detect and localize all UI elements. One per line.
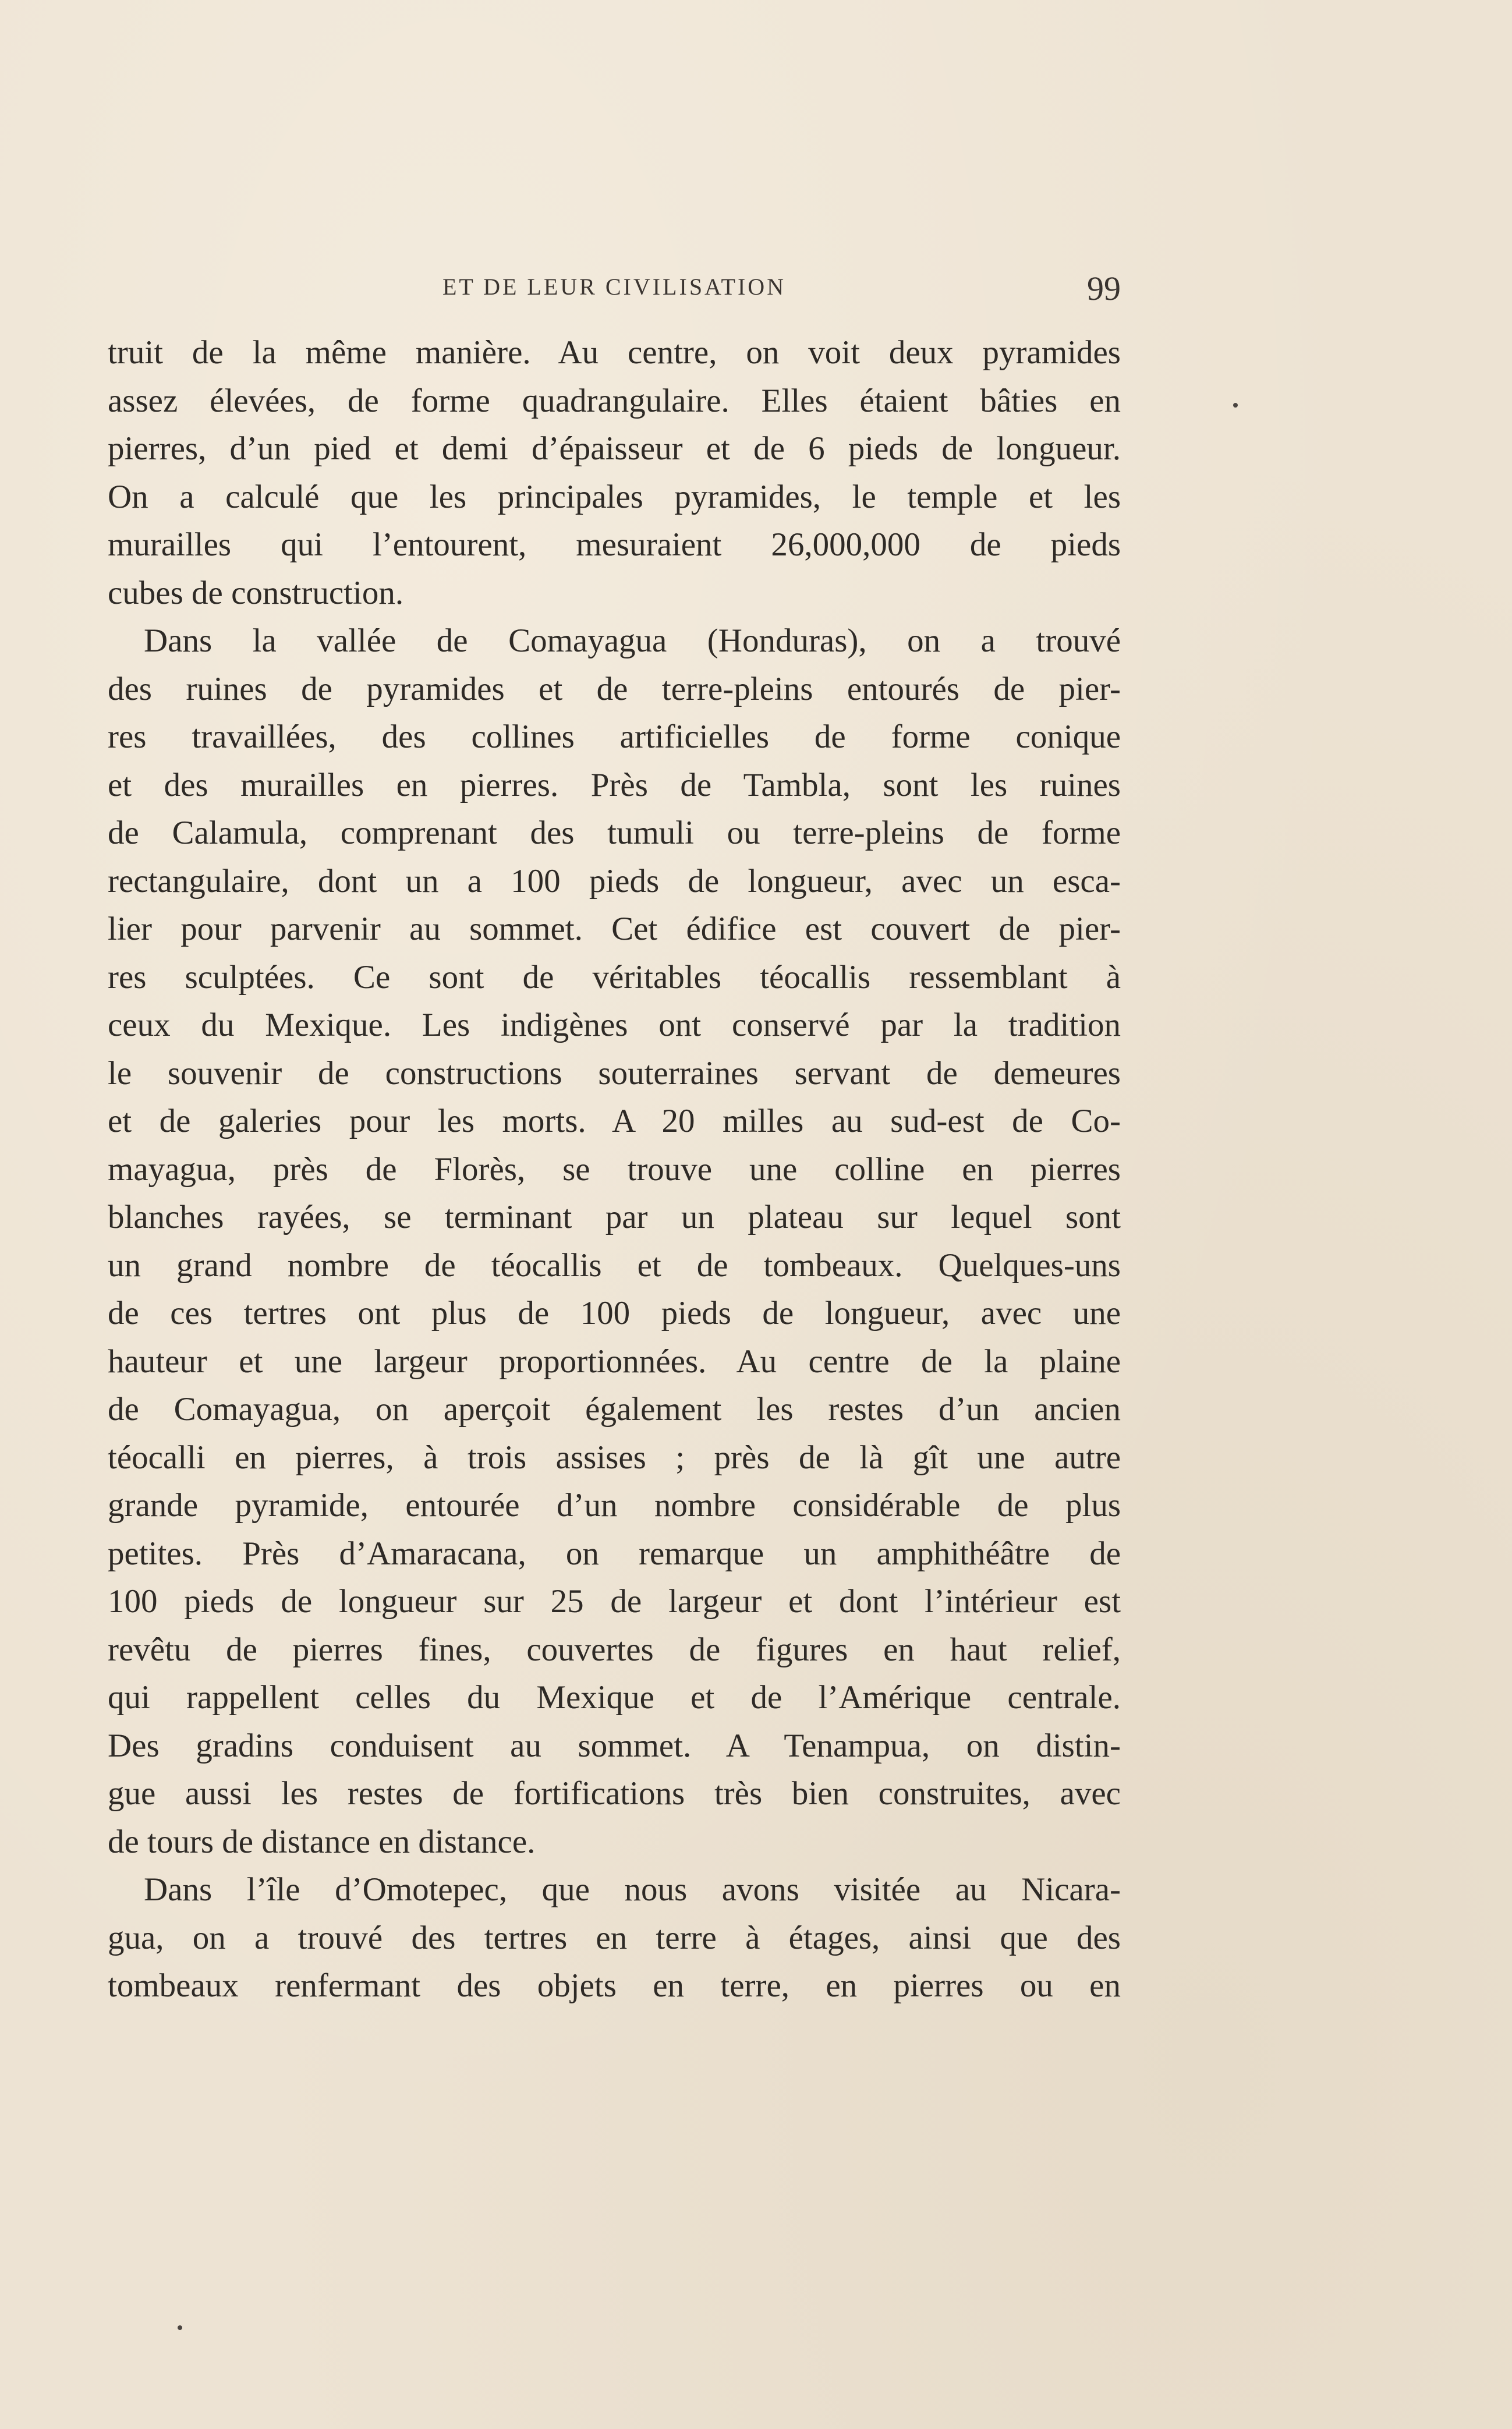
paper-speck bbox=[1233, 403, 1238, 408]
text-line: On a calculé que les principales pyramides, le temple et les bbox=[108, 478, 1121, 515]
text-line: Dans l’île d’Omotepec, que nous avons visitée au Nicara- bbox=[144, 1871, 1121, 1908]
text-line: qui rappellent celles du Mexique et de l’Amérique centrale. bbox=[108, 1679, 1121, 1716]
text-line: ceux du Mexique. Les indigènes ont conservé par la tradition bbox=[108, 1007, 1121, 1043]
text-line: truit de la même manière. Au centre, on voit deux pyramides bbox=[108, 334, 1121, 371]
running-title: ET DE LEUR CIVILISATION bbox=[442, 274, 787, 300]
text-line: de ces tertres ont plus de 100 pieds de longueur, avec une bbox=[108, 1295, 1121, 1332]
text-line: rectangulaire, dont un a 100 pieds de longueur, avec un esca- bbox=[108, 862, 1121, 900]
text-line: et des murailles en pierres. Près de Tambla, sont les ruines bbox=[108, 766, 1121, 803]
text-line: mayagua, près de Florès, se trouve une colline en pierres bbox=[108, 1150, 1121, 1188]
text-line: petites. Près d’Amaracana, on remarque un amphithéâtre de bbox=[108, 1535, 1121, 1572]
text-line: murailles qui l’entourent, mesuraient 26,000,000 de pieds bbox=[108, 526, 1121, 563]
text-line: des ruines de pyramides et de terre-pleins entourés de pier- bbox=[108, 670, 1121, 707]
text-line: et de galeries pour les morts. A 20 milles au sud-est de Co- bbox=[108, 1103, 1121, 1139]
text-line: Des gradins conduisent au sommet. A Tenampua, on distin- bbox=[108, 1727, 1121, 1764]
text-line: cubes de construction. bbox=[108, 574, 404, 611]
text-line: tombeaux renfermant des objets en terre, en pierres ou en bbox=[108, 1967, 1121, 2004]
text-line: Dans la vallée de Comayagua (Honduras), on a trouvé bbox=[144, 622, 1121, 659]
text-line: revêtu de pierres fines, couvertes de figures en haut relief, bbox=[108, 1631, 1121, 1668]
text-line: hauteur et une largeur proportionnées. Au centre de la plaine bbox=[108, 1343, 1121, 1380]
text-line: de Comayagua, on aperçoit également les restes d’un ancien bbox=[108, 1391, 1121, 1428]
text-line: 100 pieds de longueur sur 25 de largeur et dont l’intérieur est bbox=[108, 1583, 1121, 1620]
text-line: gue aussi les restes de fortifications très bien construites, avec bbox=[108, 1775, 1121, 1812]
paper-speck bbox=[178, 2325, 182, 2330]
text-line: lier pour parvenir au sommet. Cet édifice est couvert de pier- bbox=[108, 911, 1121, 947]
text-line: res sculptées. Ce sont de véritables téocallis ressemblant à bbox=[108, 958, 1121, 996]
text-line: de Calamula, comprenant des tumuli ou terre-pleins de forme bbox=[108, 815, 1121, 851]
text-line: assez élevées, de forme quadrangulaire. Elles étaient bâties en bbox=[108, 382, 1121, 419]
text-line: grande pyramide, entourée d’un nombre considérable de plus bbox=[108, 1487, 1121, 1524]
text-line: blanches rayées, se terminant par un plateau sur lequel sont bbox=[108, 1199, 1121, 1235]
text-line: res travaillées, des collines artificielles de forme conique bbox=[108, 718, 1121, 755]
text-line: téocalli en pierres, à trois assises ; près de là gît une autre bbox=[108, 1439, 1121, 1476]
text-line: pierres, d’un pied et demi d’épaisseur et de 6 pieds de longueur. bbox=[108, 430, 1121, 467]
page-number: 99 bbox=[1087, 270, 1121, 307]
text-line: le souvenir de constructions souterraines servant de demeures bbox=[108, 1054, 1121, 1092]
text-line: un grand nombre de téocallis et de tombeaux. Quelques-uns bbox=[108, 1247, 1121, 1284]
running-head bbox=[108, 272, 1121, 313]
body-text bbox=[108, 329, 1121, 2010]
text-line: gua, on a trouvé des tertres en terre à étages, ainsi que des bbox=[108, 1919, 1121, 1956]
text-line: de tours de distance en distance. bbox=[108, 1823, 536, 1860]
